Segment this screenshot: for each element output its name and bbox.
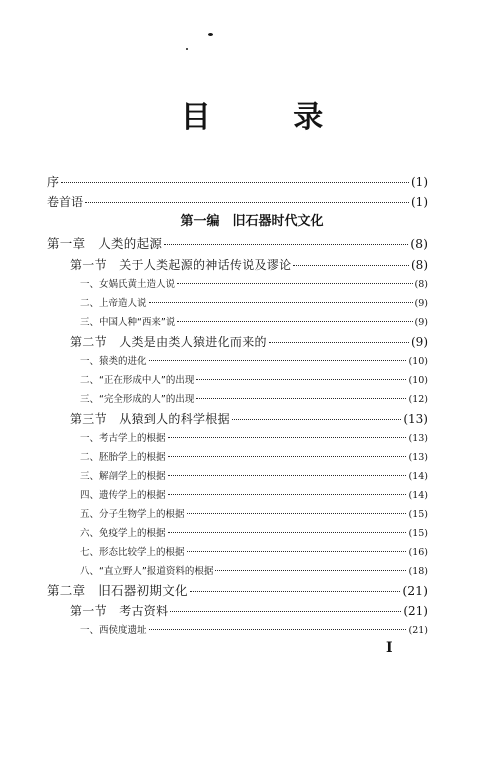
toc-entry-subsection[interactable] <box>0 487 504 505</box>
toc-entry-subsection[interactable] <box>0 391 504 409</box>
toc-entry-section[interactable] <box>0 410 504 428</box>
toc-entry-section[interactable] <box>0 602 504 620</box>
dot-leader <box>149 301 413 303</box>
dot-leader <box>190 590 401 592</box>
dot-leader <box>177 282 413 284</box>
toc-entry-subsection[interactable] <box>0 430 504 448</box>
dot-leader <box>85 201 409 203</box>
toc-entry-label: 五、分子生物学上的根据 <box>80 509 185 520</box>
dot-leader <box>168 455 407 457</box>
toc-page-number: (15) <box>408 528 428 539</box>
part-heading[interactable] <box>0 213 504 231</box>
dot-leader <box>168 493 407 495</box>
toc-entry-preface[interactable] <box>0 173 504 191</box>
toc-page-number: (8) <box>410 236 428 251</box>
toc-page-number: (1) <box>411 195 428 209</box>
toc-page-number: (21) <box>403 604 428 618</box>
toc-page-number: (14) <box>408 490 428 501</box>
toc-entry-subsection[interactable] <box>0 525 504 543</box>
toc-page-number: (9) <box>414 298 428 309</box>
part-heading-label: 第一编 旧石器时代文化 <box>180 214 324 229</box>
toc-entry-label: 一、猿类的进化 <box>80 356 147 367</box>
page-title: 目 录 <box>180 100 360 135</box>
toc-entry-label: 八、“直立野人”报道资料的根据 <box>80 566 214 577</box>
toc-entry-subsection[interactable] <box>0 544 504 562</box>
toc-page-number: (16) <box>408 547 428 558</box>
toc-entry-label: 第一节 考古资料 <box>70 604 169 618</box>
toc-entry-label: 一、西侯度遗址 <box>80 625 147 636</box>
dot-leader <box>170 610 401 612</box>
toc-entry-label: 二、上帝造人说 <box>80 298 147 309</box>
toc-entry-subsection[interactable] <box>0 563 504 581</box>
dot-leader <box>196 378 406 380</box>
dot-leader <box>61 181 409 183</box>
dot-leader <box>269 341 409 343</box>
toc-page-number: (9) <box>414 317 428 328</box>
toc-page-number: (15) <box>408 509 428 520</box>
dot-leader <box>196 397 406 399</box>
toc-entry-subsection[interactable] <box>0 506 504 524</box>
dot-leader <box>293 264 409 266</box>
dot-leader <box>149 359 407 361</box>
dot-leader <box>215 569 406 571</box>
dot-leader <box>232 418 401 420</box>
ink-speck <box>208 33 213 36</box>
toc-entry-subsection[interactable] <box>0 314 504 332</box>
toc-entry-label: 四、遗传学上的根据 <box>80 490 166 501</box>
toc-entry-label: 六、免疫学上的根据 <box>80 528 166 539</box>
toc-entry-label: 三、“完全形成的人”的出现 <box>80 394 195 405</box>
dot-leader <box>187 512 407 514</box>
toc-entry-chapter[interactable] <box>0 235 504 253</box>
toc-entry-section[interactable] <box>0 333 504 351</box>
toc-page-number: (21) <box>408 625 428 636</box>
toc-entry-label: 卷首语 <box>47 195 84 209</box>
toc-page-number: (21) <box>402 583 428 598</box>
toc-page-number: (13) <box>403 412 428 426</box>
dot-leader <box>149 628 407 630</box>
toc-entry-section[interactable] <box>0 256 504 274</box>
toc-entry-label: 第三节 从猿到人的科学根据 <box>70 412 230 426</box>
page-folio: I <box>386 640 393 656</box>
toc-entry-label: 一、考古学上的根据 <box>80 433 166 444</box>
dot-leader <box>168 436 407 438</box>
dot-leader <box>164 243 408 245</box>
toc-entry-label: 一、女娲氏黄土造人说 <box>80 279 176 290</box>
toc-entry-foreword[interactable] <box>0 193 504 211</box>
toc-entry-label: 二、“正在形成中人”的出现 <box>80 375 195 386</box>
toc-entry-subsection[interactable] <box>0 622 504 640</box>
dot-leader <box>168 474 407 476</box>
toc-entry-label: 三、中国人种“西来”说 <box>80 317 176 328</box>
dot-leader <box>187 550 407 552</box>
toc-entry-subsection[interactable] <box>0 468 504 486</box>
toc-entry-chapter[interactable] <box>0 582 504 600</box>
toc-page-number: (12) <box>408 394 428 405</box>
toc-page-number: (14) <box>408 471 428 482</box>
toc-entry-subsection[interactable] <box>0 449 504 467</box>
toc-page-number: (8) <box>414 279 428 290</box>
toc-entry-label: 七、形态比较学上的根据 <box>80 547 185 558</box>
toc-page-number: (18) <box>408 566 428 577</box>
toc-page-number: (13) <box>408 452 428 463</box>
toc-page-number: (8) <box>411 258 428 272</box>
toc-entry-subsection[interactable] <box>0 295 504 313</box>
dot-leader <box>177 320 412 322</box>
toc-entry-subsection[interactable] <box>0 276 504 294</box>
toc-entry-subsection[interactable] <box>0 353 504 371</box>
toc-entry-label: 二、胚胎学上的根据 <box>80 452 166 463</box>
toc-entry-label: 三、解剖学上的根据 <box>80 471 166 482</box>
toc-entry-label: 第二章 旧石器初期文化 <box>47 583 188 598</box>
ink-speck <box>186 48 188 50</box>
toc-entry-subsection[interactable] <box>0 372 504 390</box>
toc-entry-label: 第一章 人类的起源 <box>47 236 163 251</box>
toc-page-number: (13) <box>408 433 428 444</box>
toc-page-number: (1) <box>411 175 428 189</box>
toc-entry-label: 第二节 人类是由类人猿进化而来的 <box>70 335 267 349</box>
toc-page-number: (9) <box>411 335 428 349</box>
toc-page-number: (10) <box>408 375 428 386</box>
dot-leader <box>168 531 407 533</box>
toc-entry-label: 第一节 关于人类起源的神话传说及谬论 <box>70 258 292 272</box>
toc-entry-label: 序 <box>47 175 60 189</box>
toc-page-number: (10) <box>408 356 428 367</box>
